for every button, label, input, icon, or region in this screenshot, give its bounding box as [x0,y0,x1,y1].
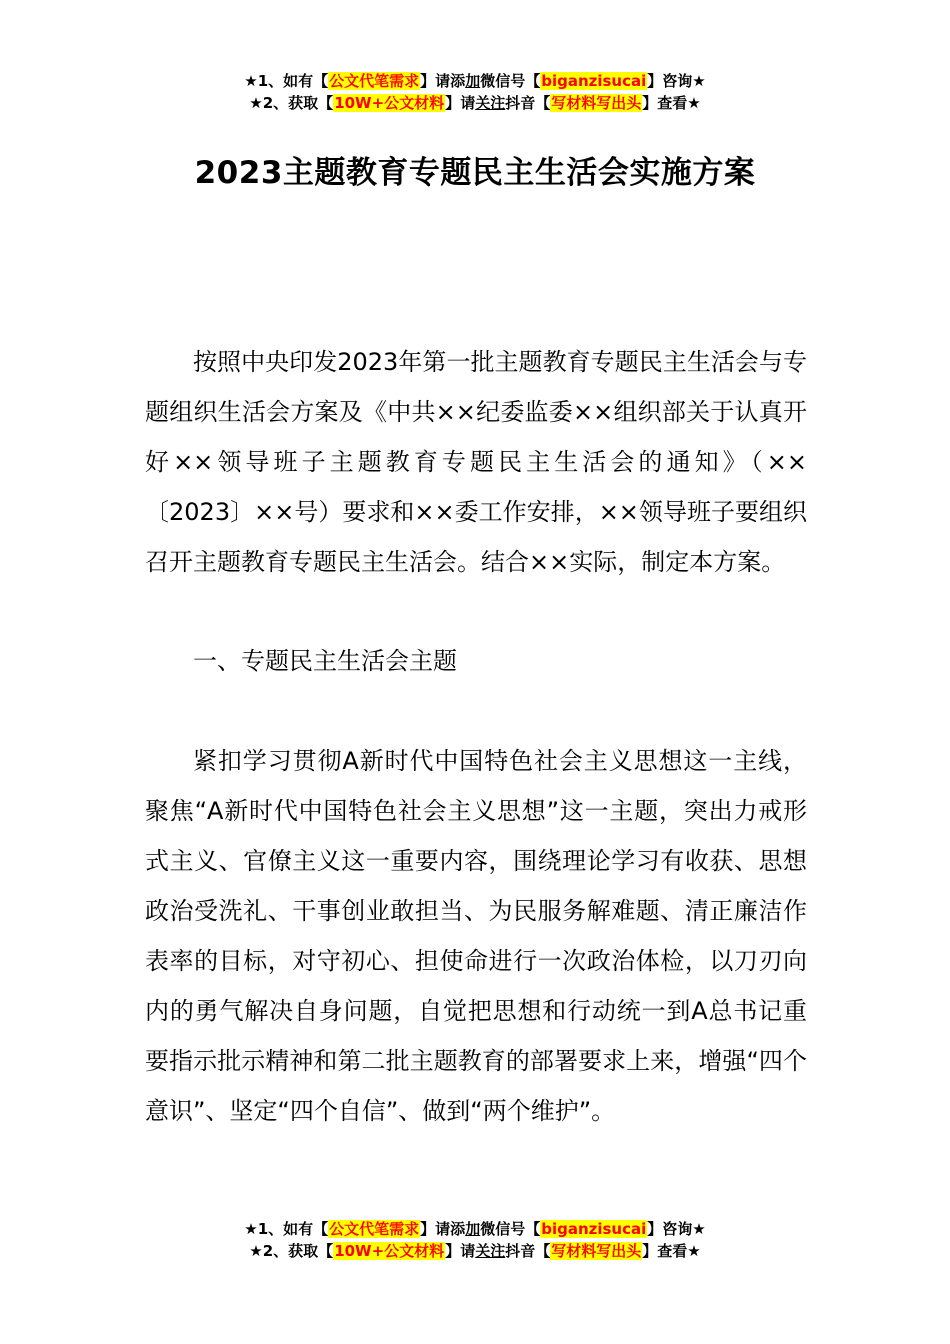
section-heading-1: 一、专题民主生活会主题 [193,647,457,675]
promo-highlight-materials: 10W+公文材料 [334,1242,445,1260]
promo-highlight-douyin-account: 写材料写出头 [551,94,642,112]
document-title: 2023主题教育专题民主生活会实施方案 [194,155,756,191]
promo-line-2-prefix: ★2、获取【 [249,1242,334,1260]
promo-line-2-suffix: 】查看★ [642,94,701,112]
promo-line-2-prefix: ★2、获取【 [249,94,334,112]
promo-highlight-writing-service: 公文代笔需求 [329,1220,420,1238]
promo-line-1-prefix: ★1、如有【 [244,72,329,90]
promo-line-1 [0,70,950,92]
promo-line-2 [0,1240,950,1262]
intro-paragraph: 按照中央印发2023年第一批主题教育专题民主生活会与专题组织生活会方案及《中共××纪委监委××组织部关于认真开好××领导班子主题教育专题民主生活会的通知》（××〔2023〕××号）要求和××委工作安排，××领导班子要组织召开主题教育专题民主生活会。结合××实际，制定本方案。 [145,348,807,576]
promo-line-1-suffix: 】咨询★ [647,1220,706,1238]
promo-highlight-douyin-account: 写材料写出头 [551,1242,642,1260]
promo-line-1-suffix: 】咨询★ [647,72,706,90]
promo-line-1-mid2: 微信号【 [480,1220,541,1238]
promo-line-2 [0,92,950,114]
promo-highlight-wechat-id: biganzisucai [541,1220,647,1238]
promo-underlined-text: 加 [465,1220,481,1238]
promo-highlight-materials: 10W+公文材料 [334,94,445,112]
promo-highlight-writing-service: 公文代笔需求 [329,72,420,90]
promo-line-1 [0,1218,950,1240]
promo-line-2-mid: 】请 [445,94,476,112]
promo-highlight-wechat-id: biganzisucai [541,72,647,90]
promo-line-2-mid2: 抖音【 [505,94,551,112]
top-promo-banner [0,70,950,114]
section-1-paragraph: 紧扣学习贯彻A新时代中国特色社会主义思想这一主线，聚焦“A新时代中国特色社会主义思想”这一主题，突出力戒形式主义、官僚主义这一重要内容，围绕理论学习有收获、思想政治受洗礼、干事创业敢担当、为民服务解难题、清正廉洁作表率的目标，对守初心、担使命进行一次政治体检，以刀刃向内的勇气解决自身问题，自觉把思想和行动统一到A总书记重要指示批示精神和第二批主题教育的部署要求上来，增强“四个意识”、坚定“四个自信”、做到“两个维护”。 [145,747,807,1125]
promo-line-2-mid: 】请 [445,1242,476,1260]
promo-line-1-mid: 】请添 [420,1220,466,1238]
promo-underlined-text: 加 [465,72,481,90]
promo-line-1-prefix: ★1、如有【 [244,1220,329,1238]
promo-line-1-mid: 】请添 [420,72,466,90]
promo-underlined-text: 关注 [475,1242,506,1260]
promo-underlined-text: 关注 [475,94,506,112]
bottom-promo-banner [0,1218,950,1262]
promo-line-1-mid2: 微信号【 [480,72,541,90]
promo-line-2-mid2: 抖音【 [505,1242,551,1260]
promo-line-2-suffix: 】查看★ [642,1242,701,1260]
